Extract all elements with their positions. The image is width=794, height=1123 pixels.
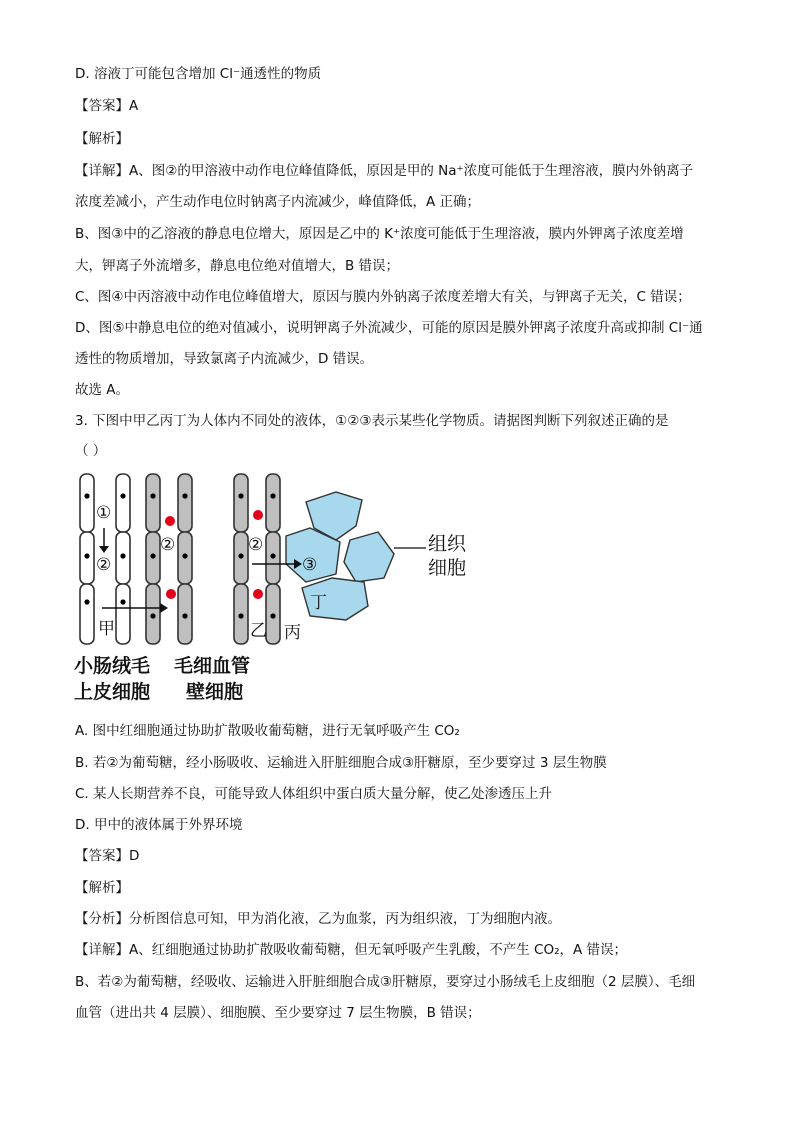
tissue-cell <box>344 532 394 582</box>
conclusion: 故选 A。 <box>75 382 130 398</box>
option-d-previous: D. 溶液丁可能包含增加 Cl⁻通透性的物质 <box>75 66 322 82</box>
epithelial-cell <box>80 474 94 532</box>
detail-a-line-1: 【详解】A、图②的甲溶液中动作电位峰值降低，原因是甲的 Na⁺浓度可能低于生理溶液，膜内外钠离子 <box>75 163 694 179</box>
capillary-wall-cell <box>234 474 248 532</box>
label-ding: 丁 <box>310 593 327 613</box>
label-intestine-2: 上皮细胞 <box>74 681 151 703</box>
label-2-epithelial: ② <box>96 555 112 575</box>
answer-label: 【答案】A <box>75 98 139 114</box>
red-blood-cell <box>253 589 263 599</box>
analysis-heading: 【解析】 <box>75 131 129 147</box>
label-intestine-1: 小肠绒毛 <box>74 655 151 677</box>
epithelial-cell <box>116 584 130 644</box>
detail-b-line-1: B、图③中的乙溶液的静息电位增大，原因是乙中的 K⁺浓度可能低于生理溶液，膜内外钾离子浓度差增 <box>75 226 684 242</box>
detail-a-line: 【详解】A、红细胞通过协助扩散吸收葡萄糖，但无氧呼吸产生乳酸，不产生 CO₂，A 错误； <box>75 942 628 958</box>
label-capillary-1: 毛细血管 <box>174 655 251 677</box>
question-3-bracket: （ ） <box>75 443 107 459</box>
label-1: ① <box>96 503 112 523</box>
label-tissue-cell-2: 细胞 <box>428 557 467 579</box>
capillary-wall-cell <box>266 474 280 532</box>
label-bing: 丙 <box>284 623 301 643</box>
option-a: A. 图中红细胞通过协助扩散吸收葡萄糖，进行无氧呼吸产生 CO₂ <box>75 723 460 739</box>
epithelial-cell <box>116 474 130 532</box>
red-blood-cell <box>166 589 176 599</box>
body-fluid-diagram <box>74 470 474 710</box>
label-2-capillary-2: ② <box>248 535 264 555</box>
label-tissue-cell-1: 组织 <box>428 533 467 555</box>
epithelial-cell <box>80 584 94 644</box>
detail-b-line-1-q3: B、若②为葡萄糖，经吸收、运输进入肝脏细胞合成③肝糖原，要穿过小肠绒毛上皮细胞（2 层膜）、毛细 <box>75 974 696 990</box>
detail-d-line-1: D、图⑤中静息电位的绝对值减小，说明钾离子外流减少，可能的原因是膜外钾离子浓度升高或抑制 Cl⁻通 <box>75 320 703 336</box>
label-3: ③ <box>302 555 318 575</box>
analysis-line: 【分析】分析图信息可知，甲为消化液，乙为血浆，丙为组织液，丁为细胞内液。 <box>75 911 561 927</box>
answer-label-2: 【答案】D <box>75 848 140 864</box>
question-3-stem: 3. 下图中甲乙丙丁为人体内不同处的液体，①②③表示某些化学物质。请据图判断下列叙述正确的是 <box>75 413 669 429</box>
option-b: B. 若②为葡萄糖，经小肠吸收、运输进入肝脏细胞合成③肝糖原，至少要穿过 3 层生物膜 <box>75 755 607 771</box>
label-capillary-2: 壁细胞 <box>186 681 244 703</box>
detail-c-line: C、图④中丙溶液中动作电位峰值增大，原因与膜内外钠离子浓度差增大有关，与钾离子无关，C 错误； <box>75 289 691 305</box>
analysis-heading-2: 【解析】 <box>75 880 129 896</box>
detail-a-line-2: 浓度差减小，产生动作电位时钠离子内流减少，峰值降低，A 正确； <box>75 194 481 210</box>
red-blood-cell <box>165 516 175 526</box>
detail-b-line-2-q3: 血管（进出共 4 层膜）、细胞膜、至少要穿过 7 层生物膜，B 错误； <box>75 1005 481 1021</box>
detail-b-line-2: 大，钾离子外流增多，静息电位绝对值增大，B 错误； <box>75 258 400 274</box>
red-blood-cell <box>253 510 263 520</box>
capillary-wall-cell <box>178 474 192 532</box>
label-2-capillary: ② <box>160 535 176 555</box>
capillary-wall-cell <box>146 474 160 532</box>
label-yi: 乙 <box>250 621 267 641</box>
option-c: C. 某人长期营养不良，可能导致人体组织中蛋白质大量分解，使乙处渗透压上升 <box>75 786 553 802</box>
option-d: D. 甲中的液体属于外界环境 <box>75 817 243 833</box>
label-jia: 甲 <box>98 619 115 639</box>
detail-d-line-2: 透性的物质增加，导致氯离子内流减少，D 错误。 <box>75 351 374 367</box>
